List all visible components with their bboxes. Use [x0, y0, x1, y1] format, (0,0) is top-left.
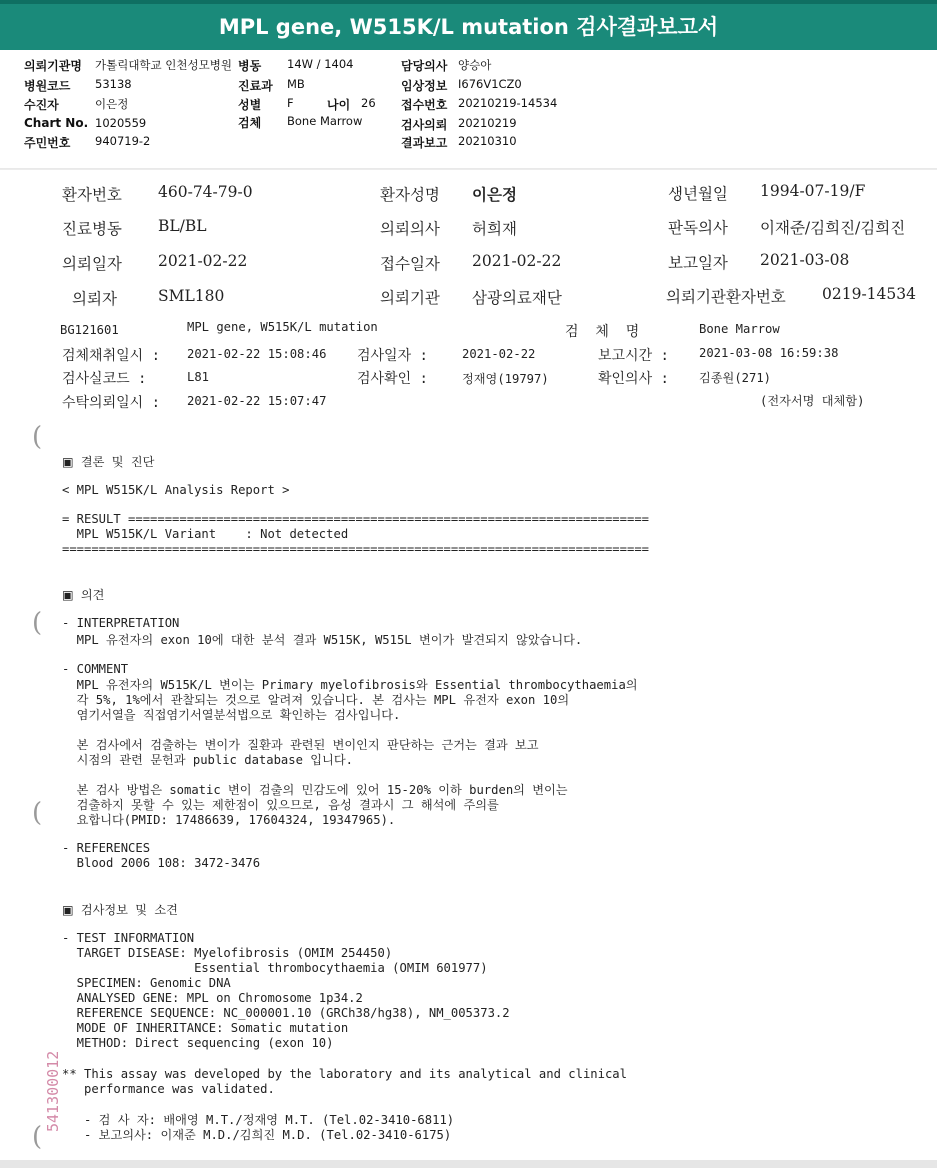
test-room: L81	[187, 370, 210, 384]
signature-tester: - 검 사 자: 배애영 M.T./정재영 M.T. (Tel.02-3410-6811)	[62, 1113, 455, 1127]
patient-label-client: 의뢰자	[72, 290, 117, 308]
header-value-chart-no: 1020559	[95, 116, 147, 130]
test-date-label: 검사일자 :	[357, 348, 428, 364]
binder-hole-mark: (	[32, 422, 43, 452]
section-test-info-label: 검사정보 및 소견	[80, 903, 178, 917]
patient-value-receipt-date: 2021-02-22	[472, 252, 562, 270]
patient-value-name: 이은정	[472, 185, 517, 204]
scanned-report-page	[0, 170, 937, 1160]
section-conclusion: ▣ 결론 및 진단	[62, 455, 155, 469]
patient-value-ward: BL/BL	[158, 217, 207, 235]
validation-note: performance was validated.	[62, 1082, 275, 1096]
test-confirm: 정재영(19797)	[462, 372, 549, 386]
test-date: 2021-02-22	[462, 347, 536, 361]
header-value-department: MB	[287, 77, 305, 91]
header-label-department: 진료과	[238, 79, 273, 93]
patient-value-request-date: 2021-02-22	[158, 252, 248, 270]
binder-hole-mark: (	[32, 798, 43, 828]
header-label-specimen: 검체	[238, 116, 262, 130]
esign-note: (전자서명 대체함)	[760, 394, 865, 408]
test-info-line: ANALYSED GENE: MPL on Chromosome 1p34.2	[62, 991, 363, 1005]
test-confirm-doctor: 김종원(271)	[699, 371, 772, 385]
test-report-time: 2021-03-08 16:59:38	[699, 346, 839, 360]
comment-line: 본 검사 방법은 somatic 변이 검출의 민감도에 있어 15-20% 이하 burden의 변이는	[62, 783, 568, 797]
test-collect: 2021-02-22 15:08:46	[187, 347, 327, 361]
patient-value-id: 460-74-79-0	[158, 183, 253, 201]
header-value-hospital-code: 53138	[95, 77, 132, 91]
test-info-line: METHOD: Direct sequencing (exon 10)	[62, 1036, 334, 1050]
header-label-report-date: 결과보고	[401, 136, 448, 150]
patient-value-birth: 1994-07-19/F	[760, 182, 866, 200]
test-info-heading: - TEST INFORMATION	[62, 931, 195, 945]
test-specimen-label: 검 체 명	[565, 324, 640, 340]
comment-line: 본 검사에서 검출하는 변이가 질환과 관련된 변이인지 판단하는 근거는 결과 보고	[62, 738, 539, 752]
header-label-sex: 성별	[238, 98, 262, 112]
header-value-resident-no: 940719-2	[95, 134, 151, 148]
report-subtitle: < MPL W515K/L Analysis Report >	[62, 483, 290, 497]
section-opinion: ▣ 의견	[62, 588, 105, 602]
patient-label-reader: 판독의사	[668, 219, 728, 237]
binder-hole-mark: (	[32, 1122, 43, 1152]
patient-label-requester: 의뢰의사	[380, 220, 440, 238]
patient-value-institution-patient-no: 0219-14534	[822, 285, 916, 303]
test-info-line: MODE OF INHERITANCE: Somatic mutation	[62, 1021, 349, 1035]
test-confirm-doctor-label: 확인의사 :	[598, 371, 669, 387]
test-info-line: TARGET DISEASE: Myelofibrosis (OMIM 254450)	[62, 946, 393, 960]
patient-label-ward: 진료병동	[62, 220, 122, 238]
patient-value-client: SML180	[158, 287, 225, 305]
reference-item: Blood 2006 108: 3472-3476	[62, 856, 261, 870]
patient-label-receipt-date: 접수일자	[380, 255, 440, 273]
header-label-request-date: 검사의뢰	[401, 118, 448, 132]
patient-label-request-date: 의뢰일자	[62, 255, 122, 273]
comment-line: 시점의 관련 문헌과 public database 입니다.	[62, 753, 353, 767]
comment-line: 염기서열을 직접염기서열분석법으로 확인하는 검사입니다.	[62, 708, 401, 722]
patient-value-requester: 허희재	[472, 220, 517, 238]
report-header	[0, 50, 937, 169]
interpretation-text: MPL 유전자의 exon 10에 대한 분석 결과 W515K, W515L 변이가 발견되지 않았습니다.	[62, 633, 583, 647]
test-room-label: 검사실코드 :	[62, 371, 147, 387]
header-label-doctor: 담당의사	[401, 59, 448, 73]
header-value-receipt-no: 20210219-14534	[458, 96, 558, 110]
header-value-institution: 가톨릭대학교 인천성모병원	[95, 58, 232, 72]
test-confirm-label: 검사확인 :	[357, 371, 428, 387]
header-value-specimen: Bone Marrow	[287, 114, 363, 128]
patient-label-name: 환자성명	[380, 186, 440, 204]
test-collect-label: 검체채취일시 :	[62, 348, 161, 364]
header-value-doctor: 양승아	[458, 58, 492, 72]
report-title: MPL gene, W515K/L mutation 검사결과보고서	[0, 0, 937, 50]
patient-value-reader: 이재준/김희진/김희진	[760, 219, 906, 237]
patient-value-report-date: 2021-03-08	[760, 251, 850, 269]
header-label-chart-no: Chart No.	[24, 116, 89, 130]
test-specimen: Bone Marrow	[699, 322, 780, 336]
patient-label-institution-patient-no: 의뢰기관환자번호	[666, 288, 786, 306]
interpretation-heading: - INTERPRETATION	[62, 616, 180, 630]
signature-reporter: - 보고의사: 이재준 M.D./김희진 M.D. (Tel.02-3410-6175)	[62, 1128, 452, 1142]
header-label-institution: 의뢰기관명	[24, 59, 82, 73]
test-info-line: REFERENCE SEQUENCE: NC_000001.10 (GRCh38/hg38), NM_005373.2	[62, 1006, 510, 1020]
header-value-patient: 이은정	[95, 97, 129, 111]
header-label-age: 나이	[327, 98, 351, 112]
page-bottom-edge	[0, 1160, 937, 1168]
header-label-ward: 병동	[238, 59, 262, 73]
result-row: MPL W515K/L Variant : Not detected	[62, 527, 349, 541]
validation-note: ** This assay was developed by the laboratory and its analytical and clinical	[62, 1067, 627, 1081]
test-name: MPL gene, W515K/L mutation	[187, 320, 378, 334]
result-rule: ================================================================================	[62, 542, 649, 556]
test-info-line: SPECIMEN: Genomic DNA	[62, 976, 231, 990]
comment-line: 각 5%, 1%에서 관찰되는 것으로 알려져 있습니다. 본 검사는 MPL 유전자 exon 10의	[62, 693, 570, 707]
result-line: = RESULT =======================================================================	[62, 512, 649, 526]
patient-label-birth: 생년월일	[668, 185, 728, 203]
header-label-receipt-no: 접수번호	[401, 98, 448, 112]
header-label-patient: 수진자	[24, 98, 59, 112]
header-value-age: 26	[361, 96, 376, 110]
header-value-request-date: 20210219	[458, 116, 517, 130]
comment-heading: - COMMENT	[62, 662, 129, 676]
comment-line: 요합니다(PMID: 17486639, 17604324, 19347965).	[62, 813, 396, 827]
patient-label-report-date: 보고일자	[668, 254, 728, 272]
header-label-hospital-code: 병원코드	[24, 79, 71, 93]
patient-label-id: 환자번호	[62, 186, 122, 204]
comment-line: MPL 유전자의 W515K/L 변이는 Primary myelofibrosis와 Essential thrombocythaemia의	[62, 678, 638, 692]
patient-label-institution: 의뢰기관	[380, 289, 440, 307]
comment-line: 검출하지 못할 수 있는 제한점이 있으므로, 음성 결과시 그 해석에 주의를	[62, 798, 499, 812]
section-test-info: ▣ 검사정보 및 소견	[62, 903, 178, 917]
barcode-stamp-number: 541300012	[44, 1050, 62, 1132]
test-report-time-label: 보고시간 :	[598, 348, 669, 364]
test-consign-label: 수탁의뢰일시 :	[62, 395, 161, 411]
header-label-clinical-info: 임상정보	[401, 79, 448, 93]
header-value-report-date: 20210310	[458, 134, 517, 148]
header-value-ward: 14W / 1404	[287, 57, 354, 71]
test-code: BG121601	[60, 323, 119, 337]
references-heading: - REFERENCES	[62, 841, 151, 855]
section-opinion-label: 의견	[80, 588, 105, 602]
test-info-line: Essential thrombocythaemia (OMIM 601977)	[62, 961, 488, 975]
section-conclusion-label: 결론 및 진단	[80, 455, 155, 469]
binder-hole-mark: (	[32, 608, 43, 638]
test-consign: 2021-02-22 15:07:47	[187, 394, 327, 408]
header-value-clinical-info: I676V1CZ0	[458, 77, 522, 91]
patient-value-institution: 삼광의료재단	[472, 289, 562, 307]
header-label-resident-no: 주민번호	[24, 136, 71, 150]
header-value-sex: F	[287, 96, 294, 110]
